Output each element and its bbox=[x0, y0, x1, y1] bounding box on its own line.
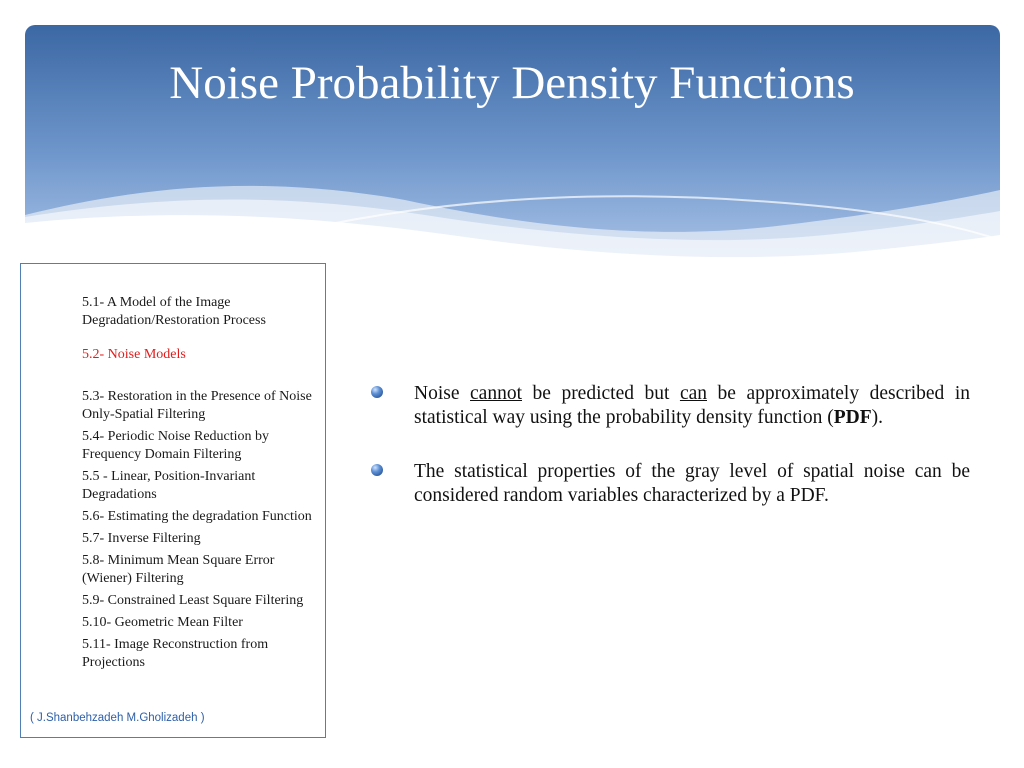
toc-item-active[interactable]: 5.2- Noise Models bbox=[82, 347, 186, 362]
footer-author: ( J.Shanbehzadeh M.Gholizadeh ) bbox=[30, 712, 205, 724]
toc-item[interactable]: 5.3- Restoration in the Presence of Noise Only-Spatial Filtering bbox=[82, 389, 312, 422]
bullet-item-2 bbox=[368, 460, 970, 508]
toc-item[interactable]: 5.6- Estimating the degradation Function bbox=[82, 509, 312, 524]
text-run: ). bbox=[871, 407, 883, 428]
text-run: be approximately described in statistical way using the probability density function ( bbox=[414, 383, 970, 428]
toc-item[interactable]: 5.8- Minimum Mean Square Error (Wiener) Filtering bbox=[82, 553, 275, 586]
bullet-text-2: The statistical properties of the gray level of spatial noise can be considered random variables characterized by a PDF. bbox=[414, 461, 970, 506]
bold-term-pdf: PDF bbox=[833, 407, 872, 428]
toc-item[interactable]: 5.11- Image Reconstruction from Projections bbox=[82, 637, 269, 670]
bullet-list bbox=[368, 382, 970, 538]
text-run: Noise bbox=[414, 383, 471, 404]
toc-item[interactable]: 5.9- Constrained Least Square Filtering bbox=[82, 593, 304, 608]
slide-title: Noise Probability Density Functions bbox=[169, 57, 855, 109]
toc-item[interactable]: 5.1- A Model of the Image Degradation/Restoration Process bbox=[82, 295, 266, 328]
bullet-text-1 bbox=[414, 382, 970, 430]
blue-sphere-bullet-icon bbox=[371, 386, 383, 398]
text-run: be predicted but bbox=[522, 383, 680, 404]
toc-item[interactable]: 5.7- Inverse Filtering bbox=[82, 531, 201, 546]
blue-sphere-bullet-icon bbox=[371, 464, 383, 476]
toc-item[interactable]: 5.4- Periodic Noise Reduction by Frequency Domain Filtering bbox=[82, 429, 270, 462]
toc-list bbox=[82, 294, 318, 676]
underlined-word-can: can bbox=[679, 383, 707, 404]
table-of-contents bbox=[20, 263, 326, 738]
toc-item[interactable]: 5.5 - Linear, Position-Invariant Degradations bbox=[82, 469, 256, 502]
bullet-item-1 bbox=[368, 382, 970, 430]
toc-item[interactable]: 5.10- Geometric Mean Filter bbox=[82, 615, 243, 630]
underlined-word-cannot: cannot bbox=[470, 383, 522, 404]
